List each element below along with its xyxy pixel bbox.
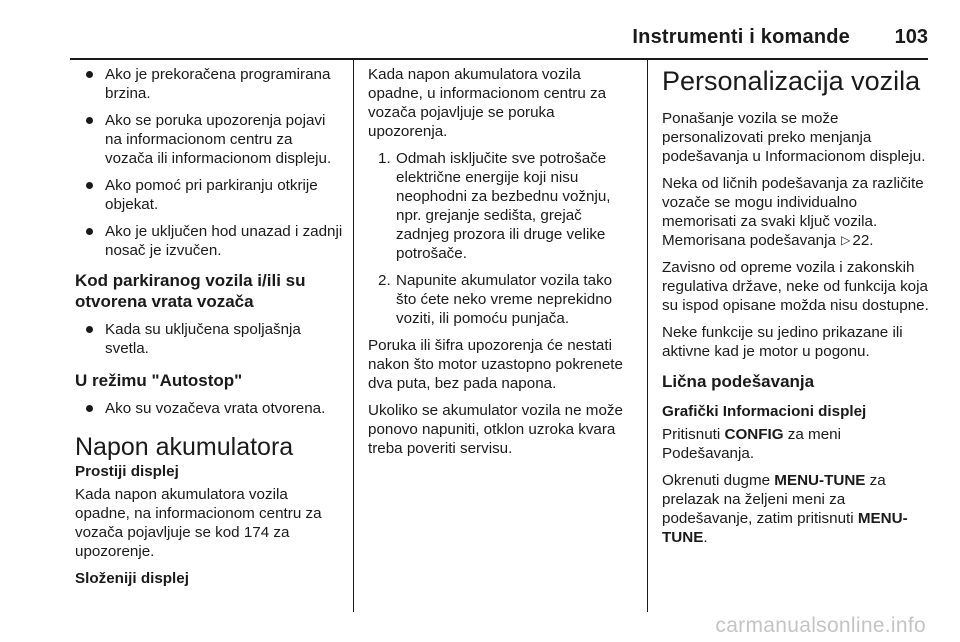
list-item: Ako pomoć pri parkiranju otkrije objekat.: [75, 176, 343, 214]
text-fragment: za prelazak na željeni meni za podešavanje, zatim pritisnuti: [662, 472, 886, 527]
para-press-config: [662, 425, 930, 463]
keyword-menu-tune-2: MENU-TUNE: [662, 510, 908, 546]
list-item: Ako je prekoračena programirana brzina.: [75, 65, 343, 103]
para-intro: Kada napon akumulatora vozila opadne, u informacionom centru za vozača pojavljuje se poruka upozorenja.: [368, 66, 607, 140]
para-turn-knob: [662, 471, 930, 547]
column-2: [368, 65, 634, 466]
keyword-config: CONFIG: [724, 426, 784, 443]
heading-personal-settings: Lična podešavanja: [662, 372, 815, 391]
bullet-list-autostop: [75, 399, 343, 418]
list-item: Ako je uključen hod unazad i zadnji nosač je izvučen.: [75, 222, 343, 260]
list-item: [368, 149, 634, 263]
list-item: Kada su uključena spoljašnja svetla.: [75, 320, 343, 358]
page-number: 103: [894, 26, 928, 48]
header-title: Instrumenti i komande: [632, 26, 850, 48]
watermark: carmanualsonline.info: [715, 614, 926, 637]
sub-simple-display: Prostiji displej: [75, 463, 179, 480]
page-header: [70, 26, 928, 56]
heading-autostop: U režimu "Autostop": [75, 371, 243, 390]
para-2-text: Neka od ličnih podešavanja za različite vozače se mogu individualno memorisati za svaki ključ vozila. Memorisana podešavanja: [662, 175, 924, 249]
para-2: [662, 174, 930, 250]
heading-parking: Kod parkiranog vozila i/ili su otvorena vrata vozača: [75, 271, 306, 311]
column-divider-1: [353, 60, 354, 612]
list-item: [368, 271, 634, 328]
sub-complex-display: Složeniji displej: [75, 570, 189, 587]
list-item: Ako su vozačeva vrata otvorena.: [75, 399, 343, 418]
para-3: Zavisno od opreme vozila i zakonskih regulativa države, neke od funkcija koja su ispod opisane možda nisu dostupne.: [662, 259, 929, 314]
step-text: Odmah isključite sve potrošače električne energije koji nisu neophodni za bezbednu vožnju, npr. grejanje sedišta, grejač zadnjeg prozora ili druge velike potrošače.: [396, 150, 611, 262]
column-1: [75, 65, 343, 592]
sub-graphic-display: Grafički Informacioni displej: [662, 403, 867, 420]
header-rule: [70, 58, 928, 60]
step-text: Napunite akumulator vozila tako što ćete neko vreme neprekidno voziti, ili pomoću punjača.: [396, 272, 613, 327]
heading-personalization: Personalizacija vozila: [662, 66, 921, 96]
para-restart: Ukoliko se akumulator vozila ne može ponovo napuniti, otklon uzroka kvara treba poveriti servisu.: [368, 402, 623, 457]
para-4: Neke funkcije su jedino prikazane ili aktivne kad je motor u pogonu.: [662, 324, 903, 360]
column-divider-2: [647, 60, 648, 612]
para-1: Ponašanje vozila se može personalizovati preko menjanja podešavanja u Informacionom displeju.: [662, 110, 926, 165]
text-fragment: Okrenuti dugme: [662, 472, 771, 489]
para-simple-display: Kada napon akumulatora vozila opadne, na informacionom centru za vozača pojavljuje se kod 174 za upozorenje.: [75, 486, 322, 560]
keyword-menu-tune: MENU-TUNE: [774, 472, 866, 489]
bullet-list-parking: [75, 320, 343, 358]
column-3: [662, 65, 930, 555]
right-triangle-outline-icon: ▷: [841, 233, 851, 247]
text-fragment: Pritisnuti: [662, 426, 721, 443]
list-item: Ako se poruka upozorenja pojavi na informacionom centru za vozača ili informacionom displeju.: [75, 111, 343, 168]
text-fragment: za meni Podešavanja.: [662, 426, 841, 462]
steps-list: [368, 149, 634, 328]
page-reference-link[interactable]: 22.: [852, 232, 874, 249]
step-number: 2.: [378, 272, 391, 289]
para-message: Poruka ili šifra upozorenja će nestati nakon što motor uzastopno pokrenete dva puta, bez pada napona.: [368, 337, 623, 392]
heading-battery: Napon akumulatora: [75, 433, 294, 461]
bullet-list-top: [75, 65, 343, 260]
text-fragment: .: [703, 529, 708, 546]
step-number: 1.: [378, 150, 391, 167]
